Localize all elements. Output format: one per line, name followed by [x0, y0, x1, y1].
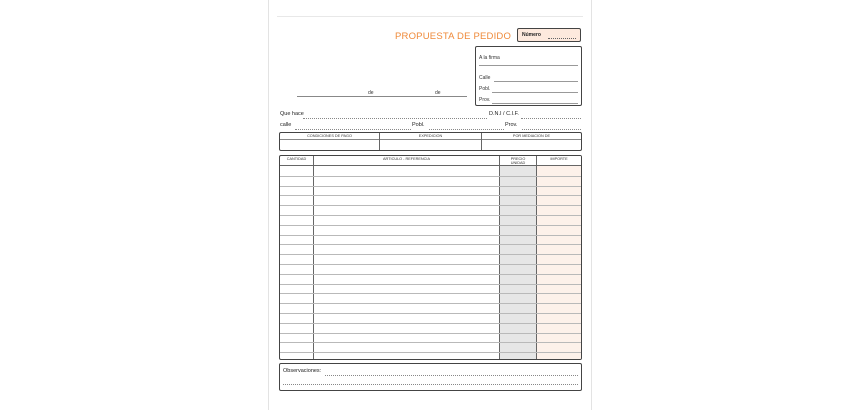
expedicion-cell[interactable] — [380, 133, 482, 150]
calle-row-label: calle — [280, 122, 292, 128]
table-row[interactable] — [280, 254, 581, 255]
a-la-firma-label: A la firma — [479, 55, 500, 61]
table-row[interactable] — [280, 342, 581, 343]
prov-label: Prov. — [479, 97, 491, 103]
dni-label: D.N.I / C.I.F. — [489, 111, 519, 117]
que-hace-label: Que hace — [280, 111, 304, 117]
table-row[interactable] — [280, 244, 581, 245]
top-divider — [277, 16, 583, 17]
table-row[interactable] — [280, 274, 581, 275]
address-line — [494, 81, 578, 82]
numero-box[interactable] — [517, 28, 581, 42]
table-row[interactable] — [280, 303, 581, 304]
table-row[interactable] — [280, 225, 581, 226]
condiciones-pago-cell[interactable] — [280, 133, 380, 150]
precio-header — [500, 156, 536, 166]
mediacion-header: POR MEDIACION DE — [512, 134, 551, 138]
calle-line[interactable] — [295, 129, 411, 130]
observaciones-box[interactable] — [279, 363, 582, 391]
date-de-1: de — [368, 90, 374, 96]
importe-header: IMPORTE — [537, 156, 581, 166]
que-hace-line[interactable] — [303, 118, 487, 119]
table-row[interactable] — [280, 195, 581, 196]
observaciones-line — [325, 375, 578, 376]
table-row[interactable] — [280, 235, 581, 236]
condiciones-pago-header: CONDICIONES DE PAGO — [307, 134, 352, 138]
items-table — [279, 155, 582, 360]
calle-label: Calle — [479, 75, 491, 81]
table-row[interactable] — [280, 186, 581, 187]
table-row[interactable] — [280, 293, 581, 294]
numero-label: Número — [522, 32, 541, 38]
prov-row-label: Prov. — [505, 122, 518, 128]
table-row[interactable] — [280, 205, 581, 206]
form-title: PROPUESTA DE PEDIDO — [395, 31, 512, 42]
address-line — [492, 92, 578, 93]
table-row[interactable] — [280, 333, 581, 334]
order-form-sheet — [268, 0, 592, 410]
table-row[interactable] — [280, 264, 581, 265]
date-line — [297, 96, 467, 97]
table-row[interactable] — [280, 284, 581, 285]
pobl-line[interactable] — [429, 129, 504, 130]
observaciones-line — [283, 384, 578, 385]
address-box[interactable] — [475, 46, 582, 106]
expedicion-header: EXPEDICION — [418, 134, 443, 138]
observaciones-label: Observaciones: — [283, 368, 322, 374]
conditions-box — [279, 132, 582, 151]
address-line — [479, 65, 578, 66]
address-line — [492, 103, 578, 104]
numero-line — [548, 38, 576, 39]
precio-header-line-1: PRECIO — [510, 157, 526, 161]
dni-line[interactable] — [521, 118, 581, 119]
date-de-2: de — [435, 90, 441, 96]
pobl-label: Pobl. — [479, 86, 491, 92]
mediacion-cell[interactable] — [482, 133, 581, 150]
table-row[interactable] — [280, 176, 581, 177]
table-row[interactable] — [280, 215, 581, 216]
pobl-row-label: Pobl. — [412, 122, 425, 128]
table-row[interactable] — [280, 323, 581, 324]
cantidad-header: CANTIDAD — [280, 156, 313, 166]
articulo-header: ARTICULO - REFERENCIA — [314, 156, 499, 166]
table-row[interactable] — [280, 313, 581, 314]
table-row[interactable] — [280, 352, 581, 353]
prov-line[interactable] — [522, 129, 581, 130]
precio-header-line-2: UNIDAD — [510, 160, 526, 165]
